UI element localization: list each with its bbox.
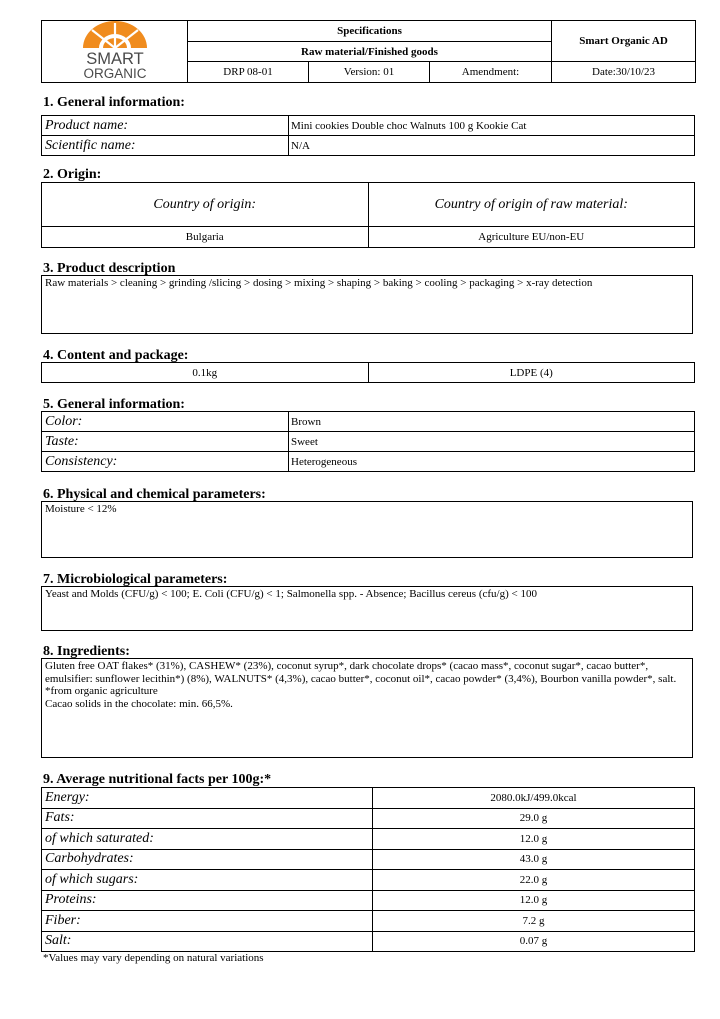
document-code: DRP 08-01 <box>188 62 309 83</box>
table-row <box>42 849 695 870</box>
section-6-title: 6. Physical and chemical parameters: <box>43 487 266 502</box>
package-value: LDPE (4) <box>368 363 695 383</box>
table-row <box>42 788 695 809</box>
company-logo <box>42 21 188 83</box>
section-1-title: 1. General information: <box>43 95 185 110</box>
document-subtitle: Raw material/Finished goods <box>188 42 552 62</box>
table-row <box>42 452 695 472</box>
section-3-title: 3. Product description <box>43 261 176 276</box>
carbohydrates-value: 43.0 g <box>373 849 695 870</box>
salt-label: Salt: <box>42 931 373 952</box>
table-row <box>42 890 695 911</box>
fiber-label: Fiber: <box>42 911 373 932</box>
fats-value: 29.0 g <box>373 808 695 829</box>
table-row <box>42 136 695 156</box>
product-name-label: Product name: <box>42 116 289 136</box>
salt-value: 0.07 g <box>373 931 695 952</box>
energy-label: Energy: <box>42 788 373 809</box>
logo-text-organic: ORGANIC <box>82 66 147 79</box>
logo-text-smart: SMART <box>85 50 144 68</box>
section-9-title: 9. Average nutritional facts per 100g:* <box>43 772 272 787</box>
table-row <box>42 432 695 452</box>
carbohydrates-label: Carbohydrates: <box>42 849 373 870</box>
sun-logo-icon <box>69 21 161 79</box>
table-row <box>42 116 695 136</box>
section-4-title: 4. Content and package: <box>43 348 189 363</box>
ingredients-text: Gluten free OAT flakes* (31%), CASHEW* (23%), coconut syrup*, dark chocolate drops* (cacao mass*, coconut sugar*, cacao butter*, emulsifier: sunflower lecithin*) (8%), WALNUTS* (4,3%), cacao butter*, coconut oil*, cacao powder* (3,4%), Bourbon vanilla powder*, salt. *from organic agriculture <box>45 660 677 697</box>
consistency-label: Consistency: <box>42 452 289 472</box>
scientific-name-value: N/A <box>289 136 695 156</box>
country-of-origin-value: Bulgaria <box>42 227 369 248</box>
product-name-value: Mini cookies Double choc Walnuts 100 g Kookie Cat <box>289 116 695 136</box>
taste-label: Taste: <box>42 432 289 452</box>
content-package-table <box>41 362 695 383</box>
origin-table <box>41 182 695 248</box>
saturated-label: of which saturated: <box>42 829 373 850</box>
country-of-origin-header: Country of origin: <box>42 183 369 227</box>
raw-material-origin-value: Agriculture EU/non-EU <box>368 227 695 248</box>
company-name: Smart Organic AD <box>552 21 696 62</box>
proteins-label: Proteins: <box>42 890 373 911</box>
microbiological-box: Yeast and Molds (CFU/g) < 100; E. Coli (CFU/g) < 1; Salmonella spp. - Absence; Bacillus cereus (cfu/g) < 100 <box>41 586 693 631</box>
properties-table <box>41 411 695 472</box>
product-description-box: Raw materials > cleaning > grinding /slicing > dosing > mixing > shaping > baking > cooling > packaging > x-ray detection <box>41 275 693 334</box>
scientific-name-label: Scientific name: <box>42 136 289 156</box>
table-row <box>42 911 695 932</box>
nutrition-footnote: *Values may vary depending on natural variations <box>43 952 264 964</box>
cacao-solids-text: Cacao solids in the chocolate: min. 66,5%. <box>45 697 233 710</box>
specifications-title: Specifications <box>188 21 552 42</box>
general-info-table <box>41 115 695 156</box>
ingredients-box <box>41 658 693 758</box>
table-row <box>42 808 695 829</box>
nutrition-table <box>41 787 695 952</box>
taste-value: Sweet <box>289 432 695 452</box>
section-5-title: 5. General information: <box>43 397 185 412</box>
table-row <box>42 870 695 891</box>
section-7-title: 7. Microbiological parameters: <box>43 572 228 587</box>
fats-label: Fats: <box>42 808 373 829</box>
consistency-value: Heterogeneous <box>289 452 695 472</box>
section-2-title: 2. Origin: <box>43 167 102 182</box>
proteins-value: 12.0 g <box>373 890 695 911</box>
document-date: Date:30/10/23 <box>552 62 696 83</box>
document-amendment: Amendment: <box>430 62 552 83</box>
section-8-title: 8. Ingredients: <box>43 644 130 659</box>
table-row <box>42 829 695 850</box>
raw-material-origin-header: Country of origin of raw material: <box>368 183 695 227</box>
color-value: Brown <box>289 412 695 432</box>
table-row <box>42 931 695 952</box>
sugars-value: 22.0 g <box>373 870 695 891</box>
sugars-label: of which sugars: <box>42 870 373 891</box>
table-row <box>42 412 695 432</box>
document-version: Version: 01 <box>309 62 430 83</box>
energy-value: 2080.0kJ/499.0kcal <box>373 788 695 809</box>
fiber-value: 7.2 g <box>373 911 695 932</box>
content-value: 0.1kg <box>42 363 369 383</box>
saturated-value: 12.0 g <box>373 829 695 850</box>
document-header <box>41 20 696 83</box>
physical-chemical-box: Moisture < 12% <box>41 501 693 558</box>
color-label: Color: <box>42 412 289 432</box>
